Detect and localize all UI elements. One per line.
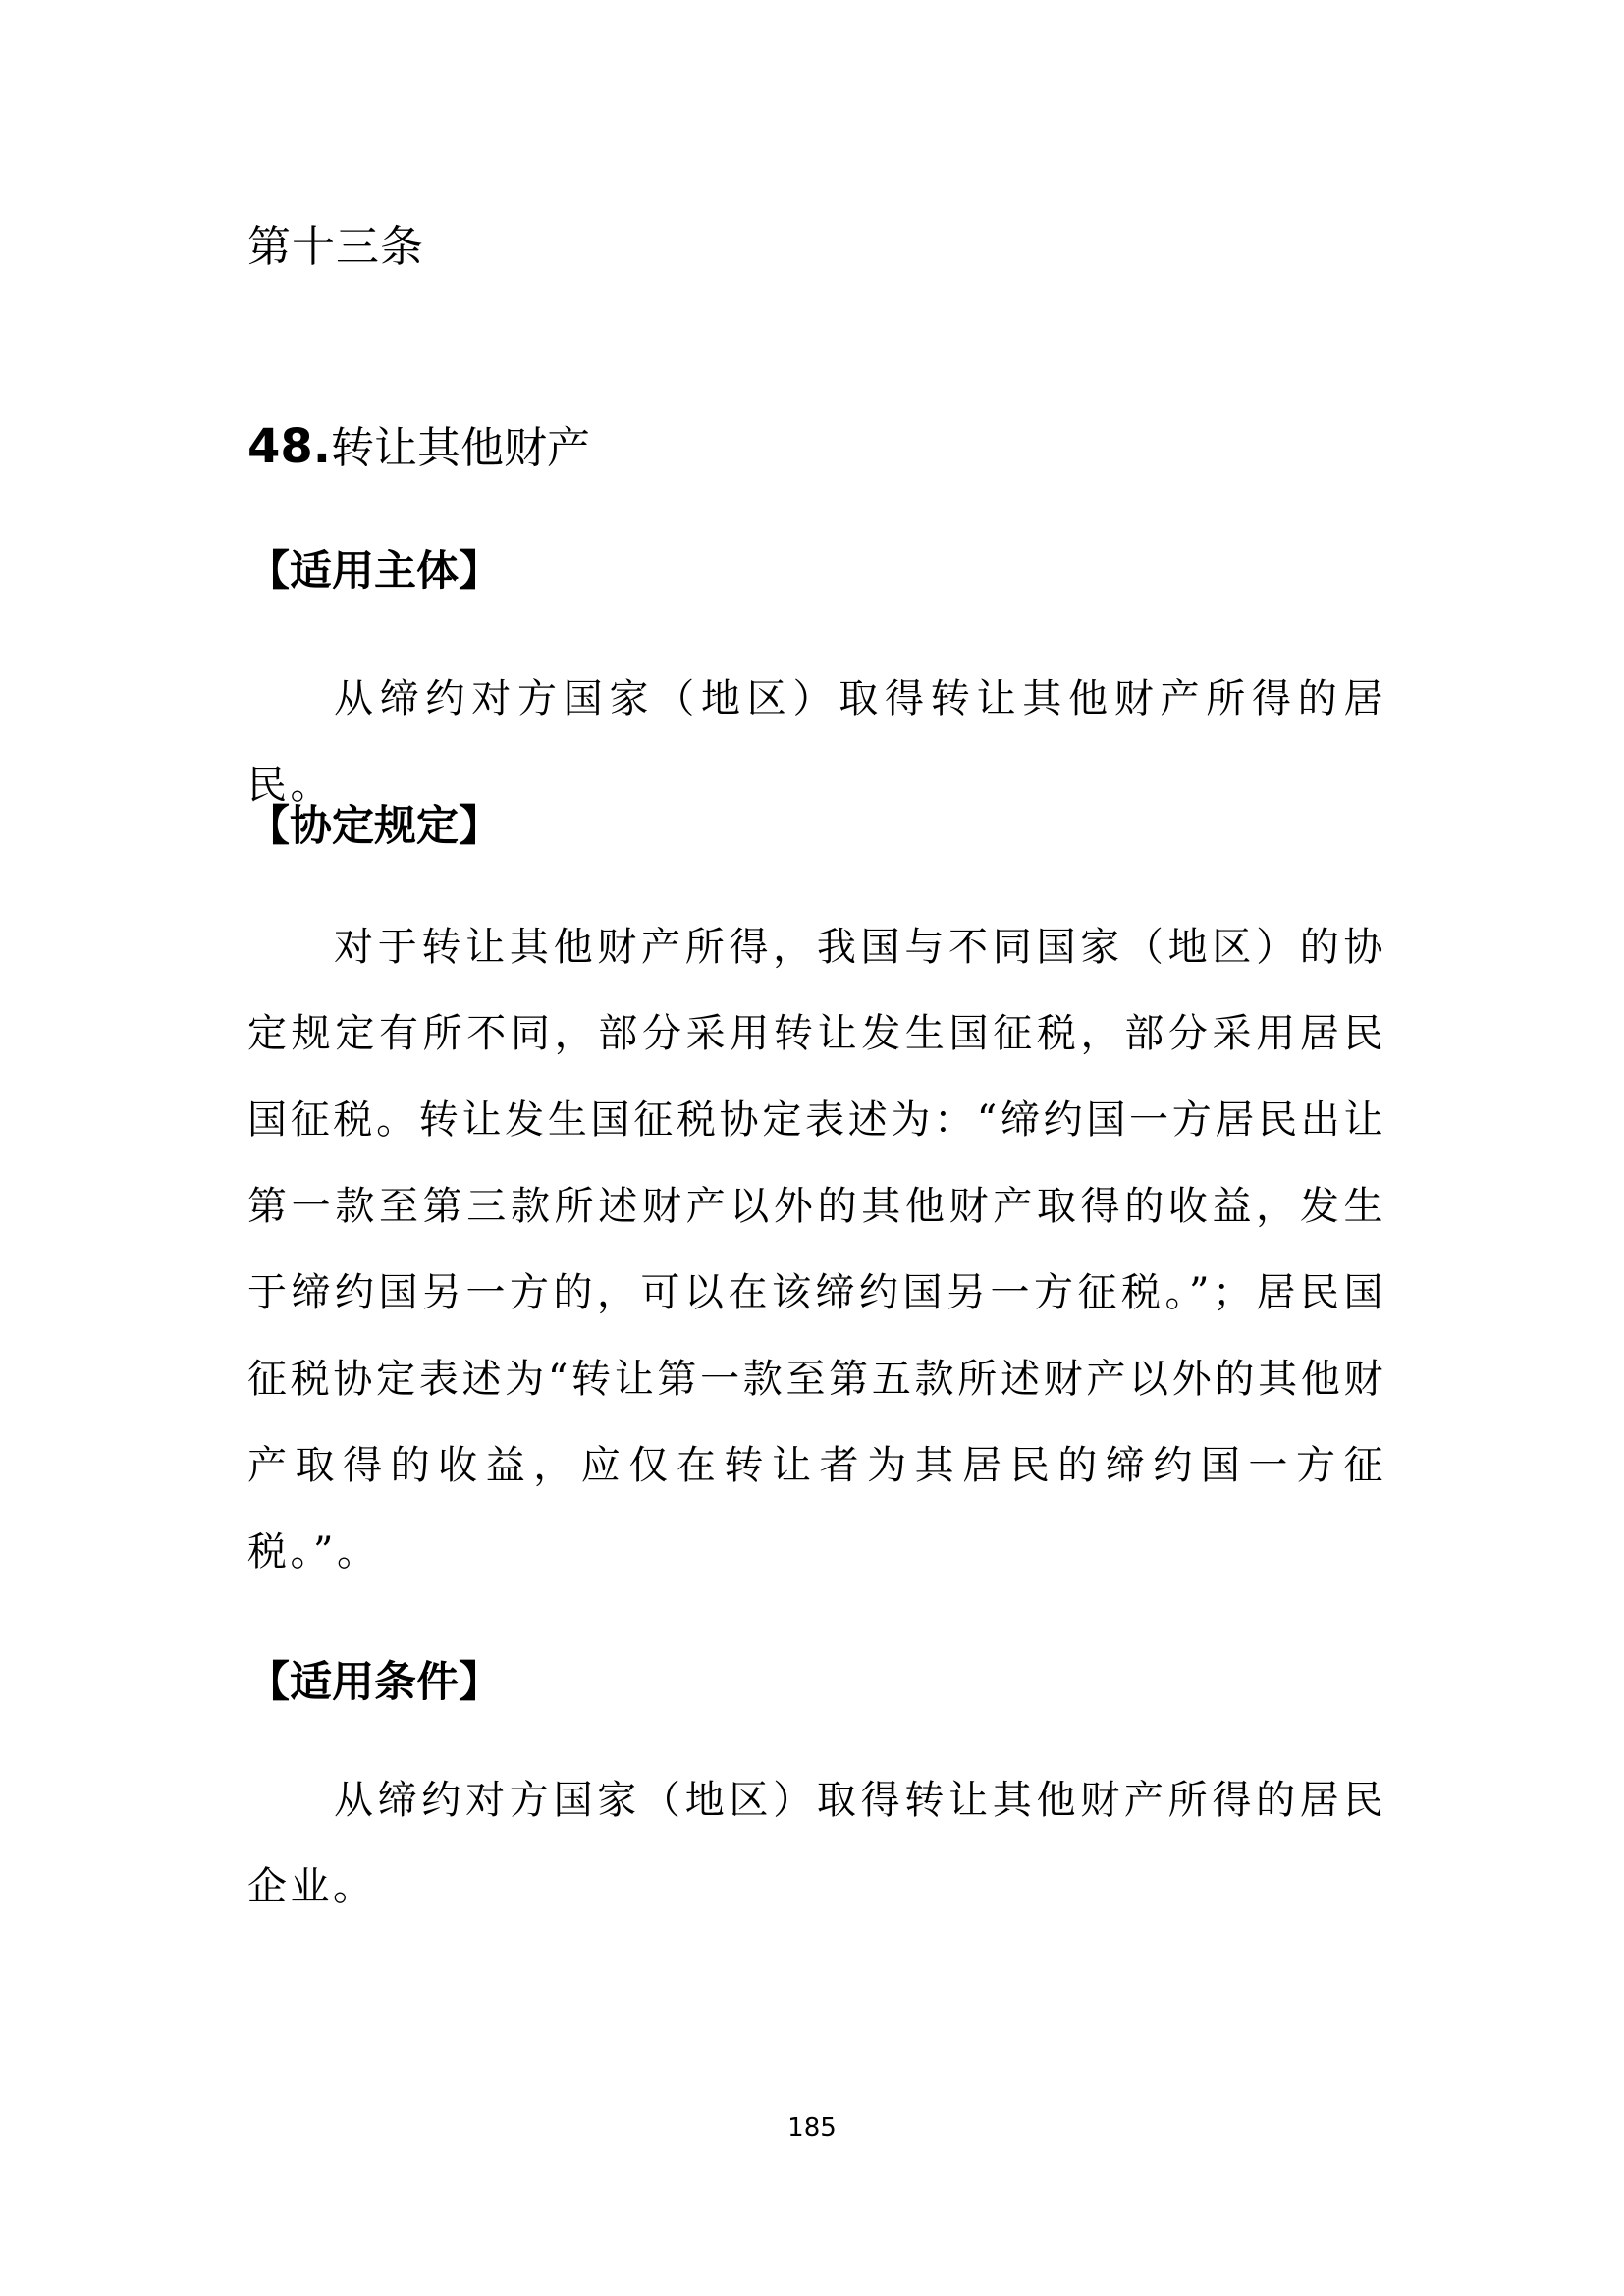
paragraph-applicable-conditions: 从缔约对方国家（地区）取得转让其他财产所得的居民企业。: [247, 1778, 1386, 1909]
article-title: 第十三条: [247, 222, 424, 272]
paragraph-applicable-subject: 从缔约对方国家（地区）取得转让其他财产所得的居民。: [247, 676, 1386, 808]
heading-applicable-subject: 【适用主体】: [247, 547, 501, 596]
page-number: 185: [787, 2113, 837, 2143]
heading-applicable-conditions: 【适用条件】: [247, 1658, 501, 1707]
section-title-text: 转让其他财产: [331, 423, 591, 473]
heading-treaty-provision: 【协定规定】: [247, 802, 501, 851]
section-title: [247, 412, 590, 475]
paragraph-treaty-provision: 对于转让其他财产所得，我国与不同国家（地区）的协定规定有所不同，部分采用转让发生国征税，部分采用居民国征税。转让发生国征税协定表述为：“缔约国一方居民出让第一款至第三款所述财产以外的其他财产取得的收益，发生于缔约国另一方的，可以在该缔约国另一方征税。”；居民国征税协定表述为“转让第一款至第五款所述财产以外的其他财产取得的收益，应仅在转让者为其居民的缔约国一方征税。”。: [247, 925, 1386, 1575]
section-number: 48.: [247, 419, 332, 474]
